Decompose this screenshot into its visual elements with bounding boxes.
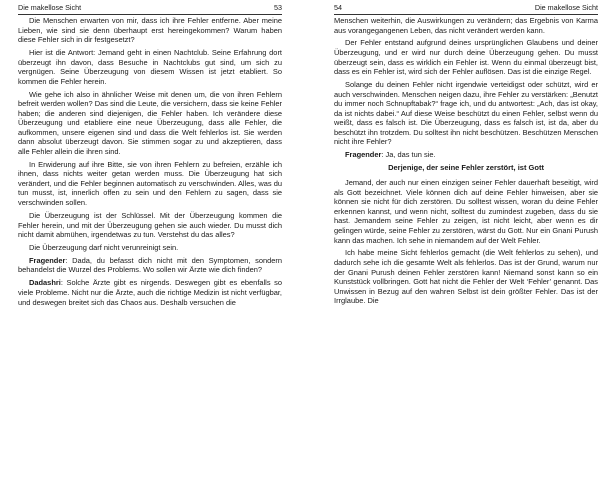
paragraph: Jemand, der auch nur einen einzigen seiner Fehler dauerhaft beseitigt, wird als Gott bezeichnet. Viele können dich auf deine Fehler hinweisen, aber sie können sie nicht für dich zerstören. Du solltest wissen, woran du deine Fehler erkennen kannst, und wenn nicht, solltest du zumindest zugeben, dass du sie hast. Jemandem seine Fehler zu zeigen, ist nicht leicht, aber wenn es dir gelingen würde, seine Fehler zu zerstören, wärst du Gott. Nur ein Gnani Purush kann das machen. Ich sehe in niemandem auf der Welt Fehler. (334, 178, 598, 245)
right-page (334, 0, 598, 485)
page-header (18, 2, 282, 15)
section-heading: Derjenige, der seine Fehler zerstört, ist Gott (388, 163, 544, 173)
speaker-name: Fragender (29, 255, 66, 265)
left-page (18, 0, 282, 485)
paragraph: Die Überzeugung ist der Schlüssel. Mit der Überzeugung kommen die Fehler herein, und mit der Überzeugung gehen sie auch wieder. Du musst dich nicht damit abmühen, irgendetwas zu tun. Verstehst du das alles? (18, 210, 282, 240)
speaker-name: Dadashri (29, 278, 61, 288)
dialogue-paragraph: Dadashri: Solche Ärzte gibt es nirgends. Deswegen gibt es ebenfalls so viele Probleme. Nicht nur die Ärzte, auch die richtige Medizin ist nicht verfügbar, und deswegen breitet sich das Chaos aus. Deshalb versuchen die (18, 278, 282, 307)
running-title: Die makellose Sicht (534, 3, 598, 12)
page-number: 53 (274, 3, 282, 12)
page-body (334, 16, 598, 306)
paragraph: Solange du deinen Fehler nicht irgendwie verteidigst oder schützt, wird er auch verschwinden. Menschen neigen dazu, ihre Fehler zu verstärken: „Benutzt du immer noch Schnupftabak?“ frage ich, und du antwortest: „Ach, das ist okay, da ist nichts dabei.“ Auf diese Weise beschützt du einen Fehler, selbst wenn du weißt, dass es falsch ist. Die Überzeugung, dass es falsch ist, ist da, aber du beschützt ihn trotzdem. Du solltest ihn nicht beschützen. Beschützen Menschen nicht ihre Fehler? (334, 80, 598, 147)
paragraph: Wie gehe ich also in ähnlicher Weise mit denen um, die von ihren Fehlern befreit werden wollen? Das sind die Leute, die versichern, dass sie keine Fehler haben; die anderen sind diejenigen, die Fehler haben. Ich verändere diese Überzeugung und etabliere eine neue Überzeugung, dass alle Fehler, die aufkommen, unsere eigenen sind und dass die Welt fehlerlos ist. Sie werden dann absolut überzeugt davon. Sie stimmen sogar zu und akzeptieren, dass alle Fehler allein die ihren sind. (18, 89, 282, 156)
paragraph: Der Fehler entstand aufgrund deines ursprünglichen Glaubens und deiner Überzeugung, und er wird nur durch deine Überzeugung gehen. Du musst überzeugt sein, dass es wirklich ein Fehler ist. Wenn du einmal überzeugt bist, dass es ein Fehler ist, wird sich der Fehler auflösen. Das ist die einzige Regel. (334, 38, 598, 77)
speaker-name: Fragender (345, 150, 382, 160)
page-header (334, 2, 598, 15)
paragraph: Die Menschen erwarten von mir, dass ich ihre Fehler entferne. Aber meine Lieben, wie sind sie denn überhaupt erst hereingekommen? Warum haben diese Fehler sich in dir festgesetzt? (18, 16, 282, 45)
paragraph: Ich habe meine Sicht fehlerlos gemacht (die Welt fehlerlos zu sehen), und dadurch sehe ich die gesamte Welt als fehlerlos. Das ist der Grund, warum nur der Gnani Purush deinen Fehler zerstören kann! Niemand sonst kann so ein Kunststück vollbringen. Gott hat nicht die Fehler der Welt ‘Fehler’ genannt. Das Unwissen in Bezug auf den wahren Selbst ist dein größter Fehler. Das ist der Irrglaube. Die (334, 248, 598, 306)
paragraph: In Erwiderung auf ihre Bitte, sie von ihren Fehlern zu befreien, erzähle ich ihnen, dass nichts weiter getan werden muss. Die Überzeugung hat sich verändert, und die Fehler beginnen automatisch zu verschwinden. Alles, was du tun musst, ist, innerlich offen zu sein und den Fehlern zu sagen, dass sie verschwinden sollen. (18, 159, 282, 208)
page-body (18, 16, 282, 307)
dialogue-paragraph: Fragender: Ja, das tun sie. (345, 150, 436, 160)
paragraph: Hier ist die Antwort: Jemand geht in einen Nachtclub. Seine Erfahrung dort überzeugt ihn davon, dass Besuche in Nachtclubs gut sind, um sich zu vergnügen. Seine Überzeugung von diesem Wissen ist jetzt etabliert. So kommen die Fehler herein. (18, 48, 282, 86)
running-title: Die makellose Sicht (18, 3, 82, 12)
page-number: 54 (334, 3, 342, 12)
paragraph: Menschen weiterhin, die Auswirkungen zu verändern; das Ergebnis von Karma aus vorangegangenen Leben, das nicht verändert werden kann. (334, 16, 598, 35)
dialogue-paragraph: Fragender: Dada, du befasst dich nicht mit den Symptomen, sondern behandelst die Wurzel des Problems. Wo sollen wir Ärzte wie dich finden? (18, 255, 282, 275)
paragraph: Die Überzeugung darf nicht verunreinigt sein. (29, 242, 179, 252)
